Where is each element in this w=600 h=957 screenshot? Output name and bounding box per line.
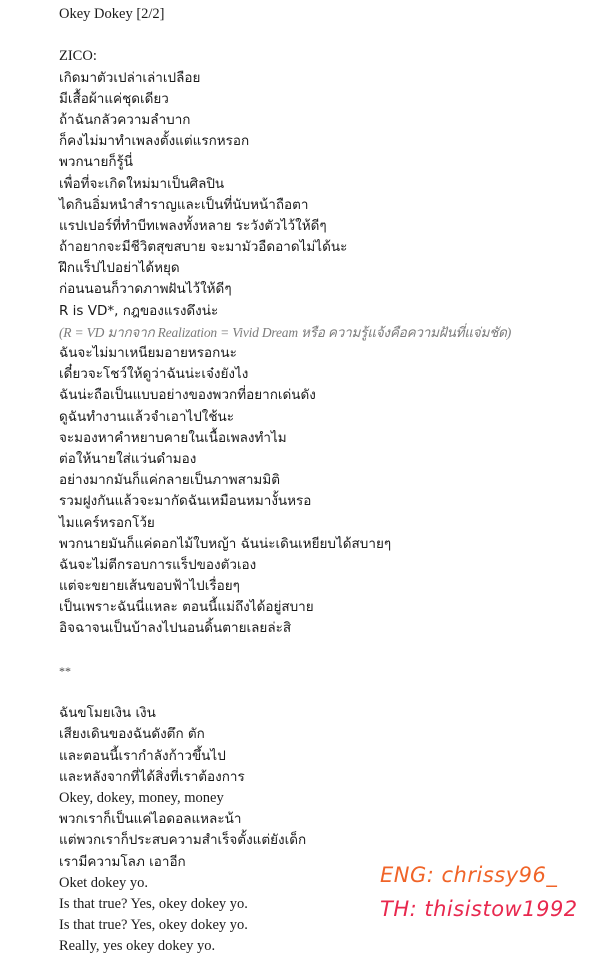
thai-credit: TH: thisistow1992 xyxy=(380,897,578,921)
lyric-line: ไมแคร์หรอกโว้ย xyxy=(59,514,155,531)
lyric-line: พวกเราก็เป็นแค่ไอดอลแหละน้า xyxy=(59,811,242,828)
lyric-line: ไดกินอิ่มหนำสำราญและเป็นที่นับหน้าถือตา xyxy=(59,196,309,213)
document-title: Okey Dokey [2/2] xyxy=(59,6,165,22)
verse-2 xyxy=(59,343,589,640)
lyric-line: จะมองหาคำหยาบคายในเนื้อเพลงทำไม xyxy=(59,429,287,446)
lyric-line: Okey, dokey, money, money xyxy=(59,789,224,806)
translation-credits xyxy=(380,858,595,926)
lyric-line: ฉันขโมยเงิน เงิน xyxy=(59,705,156,722)
lyric-line: Is that true? Yes, okey dokey yo. xyxy=(59,895,248,912)
lyric-line: ฉันจะไม่มาเหนียมอายหรอกนะ xyxy=(59,345,237,361)
lyric-line: ต่อให้นายใส่แว่นดำมอง xyxy=(59,450,197,467)
footnote: (R = VD มากจาก Realization = Vivid Dream หรือ ความรู้แจ้งคือความฝันที่แจ่มชัด) xyxy=(59,324,512,340)
lyric-line: เสียงเดินของฉันดังตึก ตัก xyxy=(59,726,205,743)
lyric-line: เดี๋ยวจะโชว์ให้ดูว่าฉันน่ะเจ๋งยังไง xyxy=(59,366,249,383)
english-credit: ENG: chrissy96_ xyxy=(380,863,558,887)
lyric-line: เกิดมาตัวเปล่าเล่าเปลือย xyxy=(59,69,201,86)
lyric-line: ฉันจะไม่ตีกรอบการแร็ปของตัวเอง xyxy=(59,556,257,573)
section-separator: ** xyxy=(59,663,71,678)
lyric-line: อิจฉาจนเป็นบ้าลงไปนอนดิ้นตายเลยล่ะสิ xyxy=(59,620,292,637)
lyric-line: เรามีความโลภ เอาอีก xyxy=(59,853,186,870)
lyric-line: เป็นเพราะฉันนี่แหละ ตอนนี้แม่ถึงได้อยู่สบาย xyxy=(59,599,314,616)
lyric-line: แต่จะขยายเส้นขอบฟ้าไปเรื่อยๆ xyxy=(59,578,240,595)
lyrics-document xyxy=(59,4,589,957)
lyric-line: ก็คงไม่มาทำเพลงตั้งแต่แรกหรอก xyxy=(59,133,250,150)
lyric-line: Really, yes okey dokey yo. xyxy=(59,938,216,955)
lyric-line: Is that true? Yes, okey dokey yo. xyxy=(59,917,248,934)
lyric-line: มีเสื้อผ้าแค่ชุดเดียว xyxy=(59,90,169,107)
lyric-line: ฉันน่ะถือเป็นแบบอย่างของพวกที่อยากเด่นดัง xyxy=(59,387,316,404)
lyric-line: แรปเปอร์ที่ทำบีทเพลงทั้งหลาย ระวังตัวไว้ให้ดีๆ xyxy=(59,217,327,234)
lyric-line: ก่อนนอนก็วาดภาพฝันไว้ให้ดีๆ xyxy=(59,281,232,298)
lyric-line: ฝึกแร็ปไปอย่าได้หยุด xyxy=(59,260,180,277)
lyric-line: พวกนายก็รู้นี่ xyxy=(59,154,134,171)
lyric-line: แต่พวกเราก็ประสบความสำเร็จตั้งแต่ยังเด็ก xyxy=(59,832,307,849)
lyric-line: ถ้าฉันกลัวความลำบาก xyxy=(59,111,191,128)
lyric-line: และตอนนี้เรากำลังก้าวขึ้นไป xyxy=(59,747,226,764)
verse-1 xyxy=(59,68,589,301)
lyric-line: พวกนายมันก็แค่ดอกไม้ใบหญ้า ฉันน่ะเดินเหยียบได้สบายๆ xyxy=(59,535,392,552)
speaker-label: ZICO: xyxy=(59,48,97,65)
spacer xyxy=(59,682,589,703)
lyric-line: ดูฉันทำงานแล้วจำเอาไปใช้นะ xyxy=(59,408,235,425)
lyric-line: รวมฝูงกันแล้วจะมากัดฉันเหมือนหมางั้นหรอ xyxy=(59,493,312,510)
lyric-line: อย่างมากมันก็แค่กลายเป็นภาพสามมิติ xyxy=(59,472,280,489)
lyric-line: และหลังจากที่ได้สิ่งที่เราต้องการ xyxy=(59,768,245,785)
lyric-line: ถ้าอยากจะมีชีวิตสุขสบาย จะมามัวอืดอาดไม่ได้นะ xyxy=(59,239,348,256)
lyric-line: Oket dokey yo. xyxy=(59,874,148,891)
lyric-line: เพื่อที่จะเกิดใหม่มาเป็นศิลปิน xyxy=(59,175,225,192)
rule-line: R is VD*, กฎของแรงดึงน่ะ xyxy=(59,302,219,319)
spacer xyxy=(59,25,589,46)
spacer xyxy=(59,640,589,661)
